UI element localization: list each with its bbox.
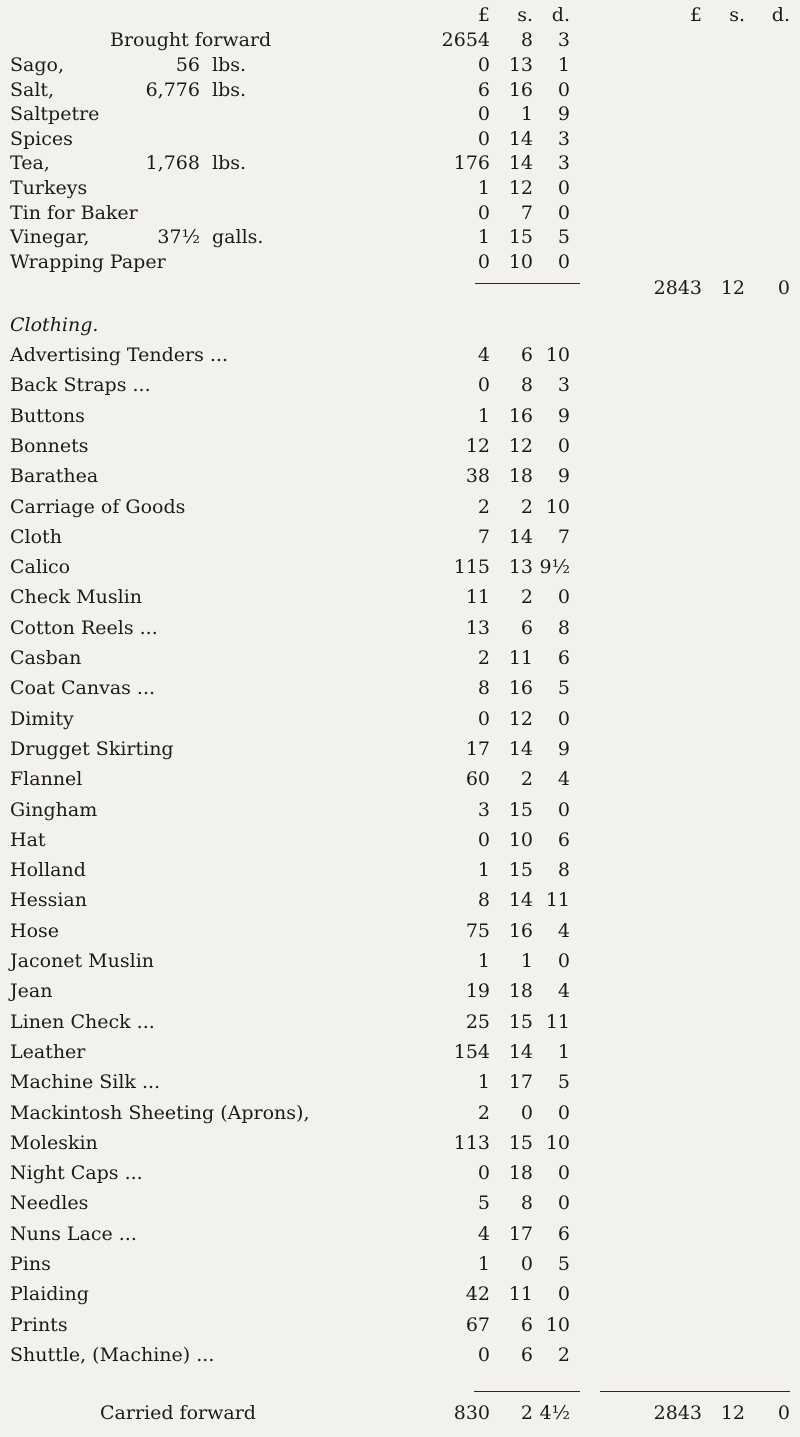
item-pence: 6 (557, 647, 570, 669)
item-label: Moleskin (10, 1131, 98, 1154)
item-pence: 1 (557, 1040, 570, 1063)
item-pounds: 1 (477, 1071, 490, 1094)
carried-forward-label: Carried forward (100, 1402, 256, 1424)
item-pence: 11 (545, 1010, 570, 1033)
item-shillings: 8 (520, 1192, 533, 1215)
item-pounds: 42 (465, 1283, 490, 1306)
ledger-row (0, 1312, 800, 1338)
item-label: Machine Silk ... (10, 1071, 161, 1094)
item-pounds: 113 (453, 1131, 490, 1154)
brought-forward-pounds: 2654 (441, 29, 490, 51)
item-shillings: 2 (520, 768, 533, 791)
item-pence: 0 (557, 250, 570, 273)
item-pence: 5 (557, 226, 570, 249)
item-label: Carriage of Goods (10, 495, 186, 518)
item-pounds: 4 (477, 344, 490, 366)
item-pounds: 2 (477, 495, 490, 518)
item-pounds: 1 (477, 226, 490, 249)
item-label: Buttons (10, 404, 85, 427)
item-pounds: 2 (477, 647, 490, 669)
item-label: Back Straps ... (10, 374, 151, 397)
item-pence: 0 (557, 798, 570, 821)
item-pence: 6 (557, 828, 570, 851)
item-shillings: 6 (520, 344, 533, 366)
item-pounds: 154 (453, 1040, 490, 1063)
item-shillings: 15 (508, 798, 533, 821)
item-unit: lbs. (212, 54, 247, 76)
header-pence: d. (551, 4, 570, 26)
item-label: Holland (10, 859, 86, 882)
total-header-pence: d. (771, 4, 790, 26)
ledger-row (0, 827, 800, 853)
item-pounds: 0 (477, 127, 490, 150)
item-pounds: 2 (477, 1101, 490, 1124)
item-label: Night Caps ... (10, 1162, 143, 1185)
item-pence: 0 (557, 434, 570, 457)
carried-forward-row (0, 1400, 800, 1426)
ledger-row (0, 766, 800, 792)
item-quantity: 1,768 (145, 152, 200, 175)
carried-forward-total-pounds: 2843 (653, 1402, 702, 1424)
ledger-row (0, 584, 800, 610)
item-label: Barathea (10, 465, 99, 488)
item-unit: lbs. (212, 78, 247, 101)
ledger-row (0, 249, 800, 275)
item-pence: 5 (557, 1071, 570, 1094)
item-shillings: 0 (520, 1253, 533, 1275)
item-shillings: 14 (508, 1040, 533, 1063)
item-pence: 10 (545, 344, 570, 366)
carried-forward-pounds: 830 (453, 1402, 490, 1424)
item-shillings: 6 (520, 1343, 533, 1366)
item-label: Hessian (10, 889, 87, 912)
item-shillings: 16 (508, 677, 533, 700)
ledger-row (0, 1190, 800, 1216)
item-shillings: 10 (508, 250, 533, 273)
item-label: Leather (10, 1040, 86, 1063)
item-label: Check Muslin (10, 586, 143, 609)
item-label: Saltpetre (10, 103, 100, 126)
ledger-row (0, 494, 800, 520)
brought-forward-shillings: 8 (520, 29, 533, 51)
item-pounds: 4 (477, 1222, 490, 1245)
carried-forward-shillings: 2 (520, 1402, 533, 1424)
item-pounds: 3 (477, 798, 490, 821)
item-shillings: 13 (508, 556, 533, 579)
provisions-total-pounds: 2843 (653, 277, 702, 299)
item-shillings: 18 (508, 980, 533, 1003)
item-label: Sago, (10, 54, 64, 76)
item-pounds: 115 (453, 556, 490, 579)
item-pence: 0 (557, 586, 570, 609)
item-shillings: 18 (508, 465, 533, 488)
ledger-row (0, 150, 800, 176)
ledger-row (0, 524, 800, 550)
item-pounds: 67 (465, 1313, 490, 1336)
item-shillings: 15 (508, 1010, 533, 1033)
ledger-row (0, 1069, 800, 1095)
item-shillings: 12 (508, 177, 533, 199)
item-pence: 11 (545, 889, 570, 912)
item-shillings: 16 (508, 404, 533, 427)
item-pence: 1 (557, 54, 570, 76)
ledger-row (0, 675, 800, 701)
item-pounds: 12 (465, 434, 490, 457)
item-quantity: 37½ (157, 226, 200, 249)
item-pence: 0 (557, 177, 570, 199)
item-shillings: 7 (520, 201, 533, 224)
item-label: Bonnets (10, 434, 89, 457)
item-shillings: 17 (508, 1071, 533, 1094)
item-shillings: 15 (508, 1131, 533, 1154)
item-label: Flannel (10, 768, 83, 791)
ledger-row (0, 1009, 800, 1035)
clothing-section-header (0, 312, 800, 338)
provisions-total-shillings: 12 (720, 277, 745, 299)
item-pounds: 0 (477, 707, 490, 730)
item-shillings: 10 (508, 828, 533, 851)
item-shillings: 17 (508, 1222, 533, 1245)
item-shillings: 6 (520, 1313, 533, 1336)
item-label: Nuns Lace ... (10, 1222, 137, 1245)
ledger-row (0, 645, 800, 671)
item-shillings: 0 (520, 1101, 533, 1124)
item-label: Cloth (10, 525, 62, 548)
brought-forward-row (0, 27, 800, 53)
ledger-row (0, 101, 800, 127)
provisions-total-row (0, 275, 800, 301)
item-label: Wrapping Paper (10, 250, 166, 273)
carried-forward-rule-main (474, 1391, 580, 1392)
item-label: Dimity (10, 707, 74, 730)
item-pounds: 0 (477, 250, 490, 273)
item-pounds: 0 (477, 1343, 490, 1366)
provisions-total-pence: 0 (777, 277, 790, 299)
item-pounds: 19 (465, 980, 490, 1003)
item-pounds: 0 (477, 1162, 490, 1185)
item-label: Hose (10, 919, 60, 942)
item-label: Pins (10, 1253, 51, 1275)
item-shillings: 14 (508, 525, 533, 548)
item-shillings: 12 (508, 707, 533, 730)
item-label: Drugget Skirting (10, 737, 174, 760)
item-unit: galls. (212, 226, 264, 249)
ledger-row (0, 615, 800, 641)
carried-forward-total-shillings: 12 (720, 1402, 745, 1424)
item-pence: 3 (557, 374, 570, 397)
ledger-row (0, 77, 800, 103)
total-header-pounds: £ (689, 4, 702, 26)
item-pounds: 1 (477, 177, 490, 199)
item-label: Salt, (10, 78, 55, 101)
item-shillings: 14 (508, 889, 533, 912)
item-shillings: 1 (520, 950, 533, 972)
item-pounds: 75 (465, 919, 490, 942)
item-label: Jean (10, 980, 53, 1003)
item-label: Shuttle, (Machine) ... (10, 1343, 215, 1366)
item-label: Prints (10, 1313, 68, 1336)
item-pence: 5 (557, 677, 570, 700)
item-shillings: 2 (520, 586, 533, 609)
carried-forward-rule-total (600, 1391, 790, 1392)
item-pence: 0 (557, 78, 570, 101)
item-shillings: 2 (520, 495, 533, 518)
ledger-row (0, 1342, 800, 1368)
ledger-row (0, 554, 800, 580)
carried-forward-pence: 4½ (539, 1402, 570, 1424)
ledger-row (0, 1100, 800, 1126)
brought-forward-label: Brought forward (110, 29, 272, 51)
header-shillings: s. (517, 4, 533, 26)
ledger-row (0, 706, 800, 732)
item-pence: 8 (557, 616, 570, 639)
item-shillings: 11 (508, 647, 533, 669)
item-pence: 9½ (539, 556, 570, 579)
item-pence: 3 (557, 152, 570, 175)
item-label: Cotton Reels ... (10, 616, 158, 639)
column-headers (0, 2, 800, 28)
item-pence: 10 (545, 1313, 570, 1336)
item-pence: 0 (557, 950, 570, 972)
clothing-title: Clothing. (10, 314, 99, 336)
item-quantity: 56 (175, 54, 200, 76)
item-pence: 10 (545, 495, 570, 518)
item-pounds: 0 (477, 828, 490, 851)
ledger-row (0, 948, 800, 974)
item-pence: 0 (557, 201, 570, 224)
item-pence: 7 (557, 525, 570, 548)
item-shillings: 16 (508, 919, 533, 942)
ledger-row (0, 1221, 800, 1247)
item-pence: 10 (545, 1131, 570, 1154)
item-pounds: 8 (477, 889, 490, 912)
item-label: Linen Check ... (10, 1010, 155, 1033)
item-pounds: 1 (477, 859, 490, 882)
item-label: Tin for Baker (10, 201, 138, 224)
item-shillings: 15 (508, 226, 533, 249)
item-pounds: 25 (465, 1010, 490, 1033)
item-pounds: 0 (477, 103, 490, 126)
carried-forward-total-pence: 0 (777, 1402, 790, 1424)
item-pence: 4 (557, 768, 570, 791)
item-label: Calico (10, 556, 71, 579)
ledger-row (0, 175, 800, 201)
item-pence: 3 (557, 127, 570, 150)
item-label: Mackintosh Sheeting (Aprons), (10, 1101, 310, 1124)
ledger-row (0, 857, 800, 883)
item-pence: 0 (557, 1192, 570, 1215)
ledger-row (0, 918, 800, 944)
item-pence: 4 (557, 919, 570, 942)
item-pence: 9 (557, 465, 570, 488)
item-pounds: 8 (477, 677, 490, 700)
header-pounds: £ (477, 4, 490, 26)
ledger-row (0, 1039, 800, 1065)
ledger-row (0, 1281, 800, 1307)
item-label: Vinegar, (10, 226, 90, 249)
item-shillings: 6 (520, 616, 533, 639)
ledger-row (0, 200, 800, 226)
item-label: Coat Canvas ... (10, 677, 156, 700)
item-shillings: 14 (508, 152, 533, 175)
brought-forward-pence: 3 (557, 29, 570, 51)
item-pounds: 5 (477, 1192, 490, 1215)
item-pounds: 38 (465, 465, 490, 488)
item-shillings: 18 (508, 1162, 533, 1185)
item-pence: 6 (557, 1222, 570, 1245)
total-header-shillings: s. (729, 4, 745, 26)
ledger-row (0, 372, 800, 398)
item-pence: 5 (557, 1253, 570, 1275)
item-pounds: 0 (477, 374, 490, 397)
item-pence: 4 (557, 980, 570, 1003)
item-quantity: 6,776 (145, 78, 200, 101)
item-pounds: 1 (477, 1253, 490, 1275)
item-shillings: 13 (508, 54, 533, 76)
item-label: Gingham (10, 798, 98, 821)
item-pence: 0 (557, 1283, 570, 1306)
ledger-row (0, 1130, 800, 1156)
item-label: Hat (10, 828, 46, 851)
item-shillings: 16 (508, 78, 533, 101)
ledger-row (0, 342, 800, 368)
item-pounds: 17 (465, 737, 490, 760)
item-shillings: 11 (508, 1283, 533, 1306)
item-label: Spices (10, 127, 73, 150)
item-pounds: 13 (465, 616, 490, 639)
item-pence: 0 (557, 1162, 570, 1185)
item-label: Advertising Tenders ... (10, 344, 228, 366)
item-pounds: 11 (465, 586, 490, 609)
ledger-row (0, 433, 800, 459)
item-pounds: 0 (477, 54, 490, 76)
item-label: Jaconet Muslin (10, 950, 155, 972)
item-pounds: 7 (477, 525, 490, 548)
item-pence: 9 (557, 103, 570, 126)
item-label: Tea, (10, 152, 50, 175)
item-shillings: 14 (508, 127, 533, 150)
ledger-row (0, 126, 800, 152)
item-pounds: 176 (453, 152, 490, 175)
item-pounds: 0 (477, 201, 490, 224)
item-pounds: 60 (465, 768, 490, 791)
item-shillings: 12 (508, 434, 533, 457)
ledger-row (0, 52, 800, 78)
item-pence: 9 (557, 737, 570, 760)
item-label: Casban (10, 647, 82, 669)
ledger-row (0, 1251, 800, 1277)
item-pence: 0 (557, 1101, 570, 1124)
item-pence: 0 (557, 707, 570, 730)
ledger-row (0, 224, 800, 250)
item-pence: 9 (557, 404, 570, 427)
item-pounds: 6 (477, 78, 490, 101)
item-shillings: 14 (508, 737, 533, 760)
item-pounds: 1 (477, 950, 490, 972)
item-pounds: 1 (477, 404, 490, 427)
ledger-row (0, 1160, 800, 1186)
item-pence: 8 (557, 859, 570, 882)
ledger-row (0, 403, 800, 429)
ledger-row (0, 887, 800, 913)
item-label: Plaiding (10, 1283, 89, 1306)
item-pence: 2 (557, 1343, 570, 1366)
item-shillings: 15 (508, 859, 533, 882)
item-label: Turkeys (10, 177, 88, 199)
item-shillings: 8 (520, 374, 533, 397)
ledger-row (0, 463, 800, 489)
item-shillings: 1 (520, 103, 533, 126)
item-label: Needles (10, 1192, 89, 1215)
ledger-row (0, 978, 800, 1004)
ledger-row (0, 736, 800, 762)
ledger-row (0, 797, 800, 823)
item-unit: lbs. (212, 152, 247, 175)
